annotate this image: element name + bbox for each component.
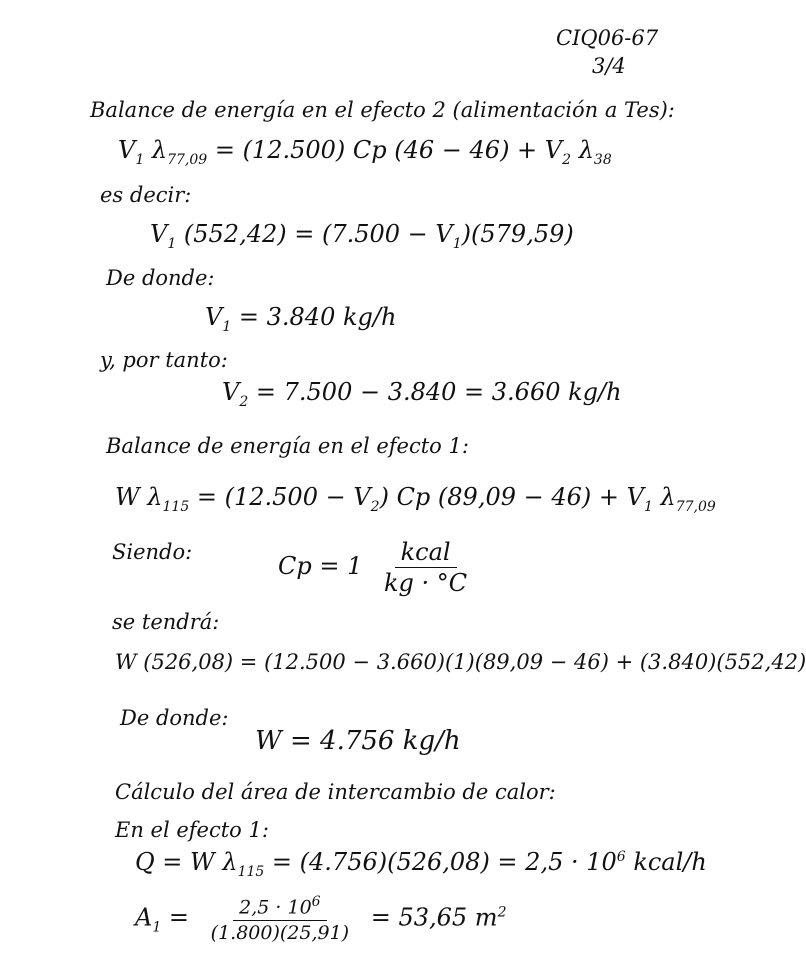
document-code: CIQ06-67: [556, 26, 659, 50]
equation-w-substituted: W (526,08) = (12.500 − 3.660)(1)(89,09 − 46) + (3.840)(552,42): [115, 650, 806, 674]
text-de-donde-2: De donde:: [120, 706, 229, 730]
heading-area-calculation: Cálculo del área de intercambio de calor:: [115, 780, 556, 804]
equation-v1-result: $V_1 = 3.840$ kg/h: [205, 303, 397, 335]
text-por-tanto: y, por tanto:: [100, 348, 228, 372]
equation-energy-balance-2: $V_1$ $\lambda_{77,09} = (12.500)$ Cp $(46 - 46) + V_2$ $\lambda_{38}$: [118, 136, 612, 168]
text-es-decir: es decir:: [100, 183, 192, 207]
heading-balance-effect-2: Balance de energía en el efecto 2 (alimentación a Tes):: [90, 98, 675, 122]
area-fraction: $\frac{2,5 \cdot 10^6}{(1.800)(25,91)}$: [210, 894, 350, 945]
equation-v2-result: $V_2 = 7.500 - 3.840 = 3.660$ kg/h: [222, 378, 622, 410]
text-siendo: Siendo:: [112, 540, 193, 564]
equation-area-result: $A_1$ = $\frac{2,5 \cdot 10^6}{(1.800)(25,91)}$ = 53,65 $m^2$: [135, 894, 507, 945]
equation-substituted-2: $V_1$ $(552,42) = (7.500 - V_1)(579,59)$: [150, 220, 574, 252]
heading-balance-effect-1: Balance de energía en el efecto 1:: [106, 434, 469, 458]
equation-heat-flow: Q = W $\lambda_{115} = (4.756)(526,08) = 2,5 \cdot 10^6$ kcal/h: [135, 848, 707, 880]
equation-cp-value: Cp = 1 $\frac{\text{kcal}}{kg \cdot ^\circ C}$: [278, 540, 481, 595]
equation-w-result: W = 4.756 kg/h: [255, 726, 461, 756]
cp-unit-fraction: $\frac{\text{kcal}}{kg \cdot ^\circ C}$: [384, 538, 468, 597]
text-de-donde-1: De donde:: [106, 266, 215, 290]
text-se-tendra: se tendrá:: [112, 610, 220, 634]
equation-energy-balance-1: W $\lambda_{115} = (12.500 - V_2)$ Cp $(89,09 - 46) + V_1$ $\lambda_{77,09}$: [115, 483, 716, 515]
text-en-efecto-1: En el efecto 1:: [115, 818, 269, 842]
page-number: 3/4: [592, 54, 626, 78]
